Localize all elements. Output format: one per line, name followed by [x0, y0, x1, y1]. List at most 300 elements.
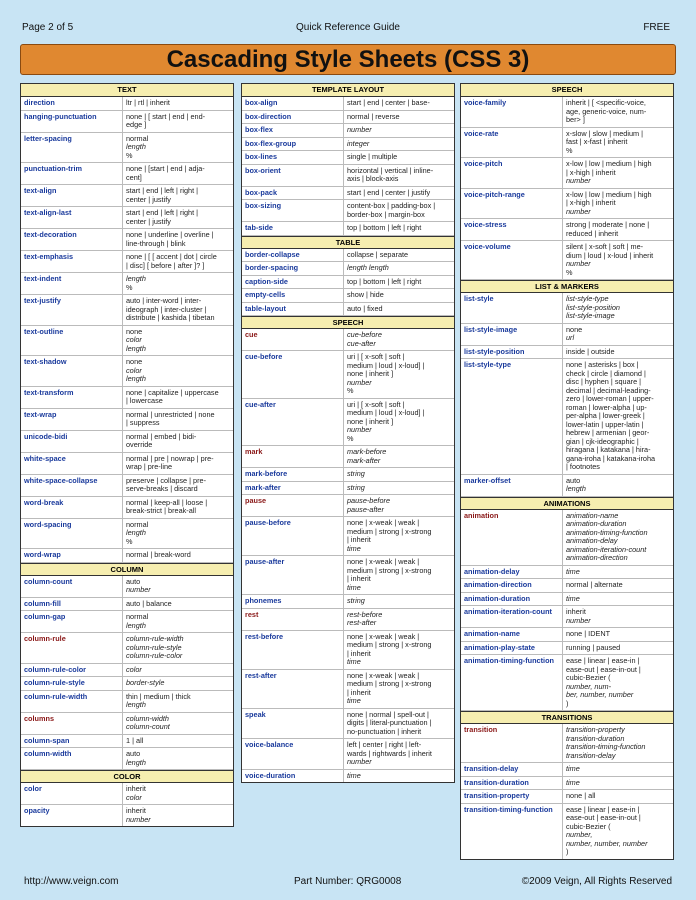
property-value: none | underline | overline | line-through | blink: [126, 230, 214, 248]
property-value: %: [126, 282, 133, 292]
property-value: column-count: [126, 722, 170, 731]
footer-url[interactable]: http://www.veign.com: [24, 876, 119, 887]
property-row: [21, 748, 233, 770]
property-value: animation-iteration-count: [566, 544, 647, 554]
property-value: running | paused: [566, 642, 621, 652]
property-value: none | [ start | end | end- edge ]: [126, 111, 206, 129]
property-name: text-justify: [21, 295, 123, 325]
property-row: [21, 207, 233, 229]
property-value: ease | linear | ease-in | ease-out | ease-in-out | cubic-Bezier (: [566, 656, 641, 682]
property-values: [123, 549, 233, 562]
property-value: color: [126, 335, 142, 344]
section-header: ANIMATIONS: [461, 497, 673, 510]
property-row: [461, 359, 673, 475]
property-name: marker-offset: [461, 475, 563, 496]
property-value: none | x-weak | weak | medium | strong | x-strong | inherit: [347, 557, 432, 583]
property-value: top | bottom | left | right: [347, 223, 422, 232]
footer-copyright: ©2009 Veign, All Rights Reserved: [521, 876, 672, 887]
property-row: [242, 482, 454, 496]
property-row: [242, 222, 454, 236]
property-name: word-spacing: [21, 519, 123, 549]
property-name: column-rule-color: [21, 664, 123, 677]
property-name: table-layout: [242, 303, 344, 316]
property-values: [123, 273, 233, 294]
property-value: time: [566, 566, 580, 576]
property-row: [242, 97, 454, 111]
property-name: text-emphasis: [21, 251, 123, 272]
property-row: [461, 642, 673, 656]
property-value: animation-name: [566, 510, 619, 520]
property-name: pause: [242, 495, 344, 516]
property-value: single | multiple: [347, 152, 398, 161]
property-value: silent | x-soft | soft | me- dium | loud | x-loud | inherit: [566, 242, 654, 260]
section-header: LIST & MARKERS: [461, 280, 673, 293]
property-values: [123, 409, 233, 430]
section-header: SPEECH: [461, 84, 673, 97]
property-value: %: [566, 145, 573, 155]
property-values: [563, 566, 673, 579]
property-name: voice-duration: [242, 770, 344, 783]
property-value: inherit: [566, 607, 586, 616]
property-value: animation-timing-function: [566, 527, 648, 537]
property-value: auto: [126, 749, 141, 758]
property-name: border-collapse: [242, 249, 344, 262]
property-values: [344, 670, 454, 708]
property-values: [344, 709, 454, 739]
property-name: column-width: [21, 748, 123, 769]
property-values: [344, 631, 454, 669]
property-row: [21, 431, 233, 453]
property-values: [123, 97, 233, 110]
property-values: [344, 399, 454, 446]
property-value: integer: [347, 138, 370, 148]
property-name: voice-stress: [461, 219, 563, 240]
property-value: none | [ [ accent | dot | circle | disc] [ before | after ]? ]: [126, 252, 217, 270]
property-value: pause-before: [347, 496, 391, 505]
property-value: column-width: [126, 713, 169, 723]
property-row: [242, 165, 454, 187]
property-value: number: [566, 176, 591, 185]
property-value: length: [126, 528, 146, 537]
property-row: [461, 804, 673, 859]
property-name: text-outline: [21, 326, 123, 356]
property-values: [344, 222, 454, 235]
property-value: color: [126, 664, 142, 674]
property-value: none: [126, 357, 143, 366]
property-values: [123, 133, 233, 163]
property-value: column-rule-width: [126, 634, 184, 643]
property-values: [344, 770, 454, 783]
property-value: none | capitalize | uppercase | lowercase: [126, 387, 219, 405]
property-values: [123, 229, 233, 250]
property-name: cue-after: [242, 399, 344, 446]
property-value: url: [566, 333, 575, 342]
property-row: [461, 566, 673, 580]
property-values: [123, 295, 233, 325]
property-values: [563, 346, 673, 359]
property-values: [123, 326, 233, 356]
property-name: color: [21, 783, 123, 804]
property-value: inside | outside: [566, 346, 615, 356]
property-name: animation-name: [461, 628, 563, 641]
property-value: normal: [126, 612, 149, 621]
property-value: inherit | [ <specific-voice, age, generic-voice, num- ber> ]: [566, 98, 647, 124]
property-row: [461, 606, 673, 628]
property-value: ): [566, 698, 569, 708]
property-row: [242, 303, 454, 317]
property-row: [21, 783, 233, 805]
property-values: [344, 495, 454, 516]
property-row: [242, 609, 454, 631]
property-name: box-pack: [242, 187, 344, 200]
property-name: mark-before: [242, 468, 344, 481]
property-name: text-transform: [21, 387, 123, 408]
property-name: text-align: [21, 185, 123, 206]
section-header: SPEECH: [242, 316, 454, 329]
property-name: transition-duration: [461, 777, 563, 790]
property-value: length: [126, 757, 146, 767]
property-name: voice-balance: [242, 739, 344, 769]
property-row: [242, 351, 454, 399]
property-row: [242, 709, 454, 740]
property-values: [123, 748, 233, 769]
reference-column-3: [460, 83, 674, 860]
property-row: [21, 387, 233, 409]
property-name: column-count: [21, 576, 123, 597]
property-value: cue-before: [347, 330, 382, 339]
property-value: ease | linear | ease-in | ease-out | ease-in-out | cubic-Bezier (: [566, 804, 641, 831]
property-value: rest-after: [347, 618, 377, 627]
property-row: [242, 556, 454, 595]
property-row: [21, 229, 233, 251]
property-values: [344, 289, 454, 302]
property-values: [344, 111, 454, 124]
property-row: [242, 329, 454, 351]
property-values: [123, 356, 233, 386]
property-row: [461, 628, 673, 642]
property-value: time: [347, 696, 361, 705]
property-values: [123, 633, 233, 663]
property-row: [21, 251, 233, 273]
property-name: unicode-bidi: [21, 431, 123, 452]
property-values: [563, 128, 673, 158]
property-row: [461, 324, 673, 346]
property-values: [344, 739, 454, 769]
property-values: [123, 664, 233, 677]
property-values: [344, 151, 454, 164]
property-value: strong | moderate | none | reduced | inherit: [566, 220, 650, 238]
property-row: [242, 468, 454, 482]
property-value: top | bottom | left | right: [347, 276, 422, 286]
property-name: animation-direction: [461, 579, 563, 592]
property-value: string: [347, 469, 365, 478]
property-row: [242, 517, 454, 556]
property-value: collapse | separate: [347, 249, 409, 259]
property-name: voice-family: [461, 97, 563, 127]
property-name: box-orient: [242, 165, 344, 186]
property-value: list-style-type: [566, 294, 609, 303]
property-values: [123, 185, 233, 206]
property-name: caption-side: [242, 276, 344, 289]
property-value: start | end | left | right | center | justify: [126, 208, 199, 226]
property-name: cue-before: [242, 351, 344, 398]
property-value: length: [126, 142, 146, 151]
page-indicator: Page 2 of 5: [22, 22, 74, 33]
property-name: animation: [461, 510, 563, 565]
property-row: [21, 611, 233, 633]
property-row: [461, 293, 673, 324]
property-value: string: [347, 596, 365, 605]
property-value: number: [347, 757, 372, 766]
property-row: [21, 519, 233, 550]
section-header: TEMPLATE LAYOUT: [242, 84, 454, 97]
property-value: %: [347, 386, 354, 395]
property-name: animation-duration: [461, 593, 563, 606]
property-name: animation-timing-function: [461, 655, 563, 710]
property-values: [563, 579, 673, 592]
property-row: [461, 579, 673, 593]
property-row: [242, 399, 454, 447]
property-value: auto | balance: [126, 598, 172, 608]
property-value: time: [347, 770, 361, 780]
property-value: rest-before: [347, 609, 383, 619]
property-value: animation-direction: [566, 553, 628, 562]
property-value: number: [566, 206, 591, 216]
property-values: [123, 251, 233, 272]
section-header: TEXT: [21, 84, 233, 97]
property-value: length: [126, 343, 146, 353]
property-row: [242, 670, 454, 709]
property-value: cue-after: [347, 338, 376, 348]
property-values: [563, 790, 673, 803]
property-values: [563, 763, 673, 776]
property-row: [21, 475, 233, 497]
property-name: white-space: [21, 453, 123, 474]
property-row: [461, 158, 673, 189]
property-value: none | asterisks | box | check | circle | diamond | disc | hyphen | square | decimal | decimal-leading- zero | lower-roman | upper- roman | lower-alpha | up- per-alpha | lower-greek | lower-latin | upper-latin | hebrew | armenian | geor- gian | cjk-ideographic | hiragana | katakana | hira- gana-iroha | katakana-iroha | footnotes: [566, 360, 656, 471]
property-values: [344, 200, 454, 221]
property-name: box-align: [242, 97, 344, 110]
property-values: [344, 249, 454, 262]
guide-label: Quick Reference Guide: [296, 22, 400, 33]
property-value: length: [126, 374, 146, 383]
property-name: column-rule: [21, 633, 123, 663]
property-values: [123, 611, 233, 632]
property-value: content-box | padding-box | border-box | margin-box: [347, 201, 436, 219]
property-value: none | x-weak | weak | medium | strong | x-strong | inherit: [347, 518, 432, 544]
property-values: [123, 207, 233, 228]
property-name: animation-delay: [461, 566, 563, 579]
property-row: [21, 97, 233, 111]
property-row: [461, 763, 673, 777]
property-row: [21, 691, 233, 713]
property-row: [461, 510, 673, 566]
property-value: %: [347, 433, 354, 443]
property-value: none | all: [566, 791, 596, 800]
property-row: [21, 453, 233, 475]
property-value: auto | inter-word | inter- ideograph | inter-cluster | distribute | kashida | tibetan: [126, 296, 215, 322]
property-value: %: [126, 536, 133, 546]
property-row: [242, 151, 454, 165]
property-values: [563, 628, 673, 641]
property-value: start | end | center | justify: [347, 187, 431, 197]
property-value: number: [347, 125, 372, 134]
property-row: [242, 187, 454, 201]
property-value: transition-duration: [566, 733, 625, 743]
property-value: auto: [566, 475, 581, 485]
property-value: %: [126, 150, 133, 160]
property-row: [21, 111, 233, 133]
property-values: [563, 724, 673, 762]
property-row: [21, 664, 233, 678]
property-value: none | x-weak | weak | medium | strong | x-strong | inherit: [347, 670, 432, 697]
footer-part-number: Part Number: QRG0008: [294, 876, 402, 887]
property-values: [123, 783, 233, 804]
property-values: [123, 163, 233, 184]
property-value: length length: [347, 263, 389, 272]
property-name: text-indent: [21, 273, 123, 294]
property-name: columns: [21, 713, 123, 734]
property-name: word-break: [21, 497, 123, 518]
property-values: [123, 111, 233, 132]
property-row: [242, 446, 454, 468]
property-value: number: [126, 585, 151, 594]
property-value: none: [566, 324, 583, 334]
property-value: number, num- ber, number, number: [566, 681, 634, 699]
property-value: %: [566, 267, 573, 277]
property-name: phonemes: [242, 595, 344, 608]
property-value: mark-before: [347, 447, 387, 456]
property-row: [242, 249, 454, 263]
property-value: 1 | all: [126, 735, 144, 745]
property-values: [344, 124, 454, 137]
property-values: [563, 219, 673, 240]
property-name: column-rule-style: [21, 677, 123, 690]
property-value: list-style-position: [566, 302, 620, 312]
property-values: [344, 468, 454, 481]
property-row: [21, 163, 233, 185]
property-name: punctuation-trim: [21, 163, 123, 184]
property-value: normal: [126, 133, 149, 143]
property-name: list-style-type: [461, 359, 563, 474]
property-row: [461, 97, 673, 128]
property-value: pause-after: [347, 504, 384, 514]
property-name: border-spacing: [242, 262, 344, 275]
property-name: opacity: [21, 805, 123, 826]
property-name: text-decoration: [21, 229, 123, 250]
property-values: [123, 475, 233, 496]
property-row: [242, 595, 454, 609]
property-value: number: [347, 425, 372, 434]
property-value: border-style: [126, 678, 165, 687]
property-row: [461, 777, 673, 791]
property-values: [563, 777, 673, 790]
property-values: [344, 595, 454, 608]
property-row: [461, 655, 673, 711]
property-value: x-low | low | medium | high | x-high | inherit: [566, 189, 652, 207]
property-name: transition: [461, 724, 563, 762]
property-row: [461, 790, 673, 804]
property-value: normal | pre | nowrap | pre- wrap | pre-line: [126, 453, 214, 471]
property-row: [21, 576, 233, 598]
property-values: [563, 97, 673, 127]
property-value: thin | medium | thick: [126, 691, 191, 701]
property-value: horizontal | vertical | inline- axis | block-axis: [347, 165, 434, 183]
property-value: uri | [ x-soft | soft | medium | loud | x-loud] | none | inherit ]: [347, 399, 425, 426]
property-value: animation-delay: [566, 536, 618, 545]
property-values: [344, 351, 454, 398]
property-name: white-space-collapse: [21, 475, 123, 496]
property-value: normal | embed | bidi- override: [126, 431, 197, 449]
property-name: empty-cells: [242, 289, 344, 302]
property-values: [123, 677, 233, 690]
property-values: [563, 359, 673, 474]
property-value: start | end | center | base-: [347, 98, 430, 107]
property-row: [461, 346, 673, 360]
property-row: [242, 138, 454, 152]
property-value: time: [347, 582, 361, 592]
property-values: [123, 735, 233, 748]
property-name: mark-after: [242, 482, 344, 495]
property-value: ltr | rtl | inherit: [126, 98, 170, 107]
property-row: [21, 356, 233, 387]
property-name: letter-spacing: [21, 133, 123, 163]
property-name: text-shadow: [21, 356, 123, 386]
property-value: start | end | left | right | center | justify: [126, 186, 199, 204]
property-row: [21, 805, 233, 826]
property-value: auto | fixed: [347, 303, 383, 313]
property-name: transition-property: [461, 790, 563, 803]
property-values: [563, 324, 673, 345]
property-name: rest: [242, 609, 344, 630]
property-values: [563, 189, 673, 219]
property-row: [461, 475, 673, 497]
property-value: x-low | low | medium | high | x-high | inherit: [566, 159, 652, 177]
property-name: text-wrap: [21, 409, 123, 430]
property-value: normal: [126, 519, 149, 529]
property-values: [563, 241, 673, 279]
property-values: [123, 387, 233, 408]
property-name: voice-volume: [461, 241, 563, 279]
property-values: [344, 303, 454, 316]
property-value: number: [566, 259, 591, 268]
property-value: transition-timing-function: [566, 742, 646, 751]
property-name: transition-timing-function: [461, 804, 563, 859]
property-name: text-align-last: [21, 207, 123, 228]
property-values: [563, 475, 673, 496]
property-name: transition-delay: [461, 763, 563, 776]
property-name: box-direction: [242, 111, 344, 124]
property-values: [344, 97, 454, 110]
property-value: none | normal | spell-out | digits | literal-punctuation | no-punctuation | inherit: [347, 709, 432, 736]
property-value: none | IDENT: [566, 629, 611, 638]
property-value: length: [566, 484, 586, 493]
property-row: [242, 631, 454, 670]
property-values: [563, 593, 673, 606]
property-values: [123, 453, 233, 474]
property-name: box-flex: [242, 124, 344, 137]
property-values: [344, 329, 454, 350]
property-value: normal | alternate: [566, 580, 623, 589]
property-value: normal | keep-all | loose | break-strict | break-all: [126, 497, 208, 515]
page-title: Cascading Style Sheets (CSS 3): [20, 44, 676, 75]
property-value: time: [347, 543, 361, 553]
property-row: [21, 633, 233, 664]
property-values: [344, 556, 454, 594]
property-name: voice-rate: [461, 128, 563, 158]
property-values: [344, 138, 454, 151]
property-name: pause-after: [242, 556, 344, 594]
